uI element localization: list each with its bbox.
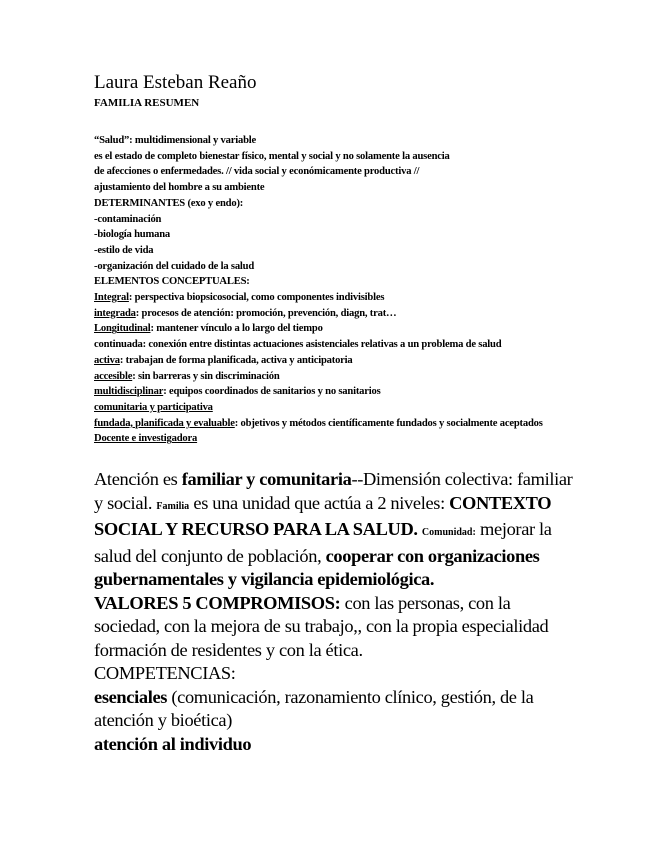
determinante-item: -estilo de vida [94,244,154,256]
element-continuada: continuada: conexión entre distintas actuaciones asistenciales relativas a un problema de salud [94,339,502,351]
document-page [94,72,578,756]
element-multidisciplinar [94,384,578,400]
element-docente: Docente e investigadora [94,433,198,445]
determinantes-heading: DETERMINANTES (exo y endo): [94,197,244,209]
element-fundada [94,416,578,432]
element-text: : perspectiva biopsicosocial, como componentes indivisibles [128,292,385,304]
element-text: : trabajan de forma planificada, activa y anticipatoria [119,354,353,366]
element-text: : mantener vínculo a lo largo del tiempo [150,323,323,335]
body-bold: familiar y comunitaria [181,469,352,490]
salud-definition-3: ajustamiento del hombre a su ambiente [94,182,265,194]
element-label: integrada [94,307,136,319]
element-integral [94,290,578,306]
body-text: Atención es [94,469,182,490]
author-name: Laura Esteban Reaño [94,72,257,93]
body-text: --Dimensión colectiva: familiar y social. [94,469,573,513]
element-label: accesible [94,370,133,382]
esenciales-label: esenciales [94,686,168,707]
element-longitudinal [94,321,578,337]
body-text: es una unidad que actúa a 2 niveles: [189,492,450,513]
determinante-item: -organización del cuidado de la salud [94,260,255,272]
atencion-individuo-label: atención al individuo [94,733,252,754]
element-label: multidisciplinar [94,386,164,398]
element-label: Integral [94,292,129,304]
valores-text: con las personas, con la sociedad, con la mejora de su trabajo,, con la propia especialidad formación de residentes y con la ética. [94,592,549,660]
element-integrada [94,306,578,322]
comunidad-label: Comunidad: [421,527,476,539]
document-subtitle: FAMILIA RESUMEN [94,97,200,109]
body-bold: cooperar con organizaciones gubernamentales y vigilancia epidemiológica. [94,545,540,590]
valores-heading: VALORES 5 COMPROMISOS: [94,592,341,613]
determinante-item: -contaminación [94,213,162,225]
elementos-heading: ELEMENTOS CONCEPTUALES: [94,276,250,288]
element-text: : objetivos y métodos científicamente fundados y socialmente aceptados [234,417,543,429]
element-accesible [94,369,578,385]
esenciales-text: (comunicación, razonamiento clínico, gestión, de la atención y bioética) [94,686,534,731]
element-label: Longitudinal [94,323,151,335]
notes-section [94,133,578,447]
body-bold: CONTEXTO SOCIAL Y RECURSO PARA LA SALUD. [94,492,552,540]
salud-definition-1: es el estado de completo bienestar físico, mental y social y no solamente la ausencia [94,150,450,162]
element-text: : procesos de atención: promoción, prevención, diagn, trat… [135,307,397,319]
element-label: activa [94,354,120,366]
familia-label: Familia [156,500,190,512]
salud-title: “Salud”: multidimensional y variable [94,135,257,146]
element-text: : sin barreras y sin discriminación [132,370,280,382]
salud-definition-2: de afecciones o enfermedades. // vida social y económicamente productiva // [94,166,420,178]
determinante-item: -biología humana [94,229,170,241]
element-activa [94,353,578,369]
element-text: : equipos coordinados de sanitarios y no sanitarios [163,386,381,398]
atencion-paragraph [94,468,578,756]
element-comunitaria: comunitaria y participativa [94,401,213,413]
element-label: fundada, planificada y evaluable [94,417,235,429]
competencias-heading: COMPETENCIAS: [94,663,236,684]
body-text: mejorar la salud del conjunto de población, [94,519,552,566]
